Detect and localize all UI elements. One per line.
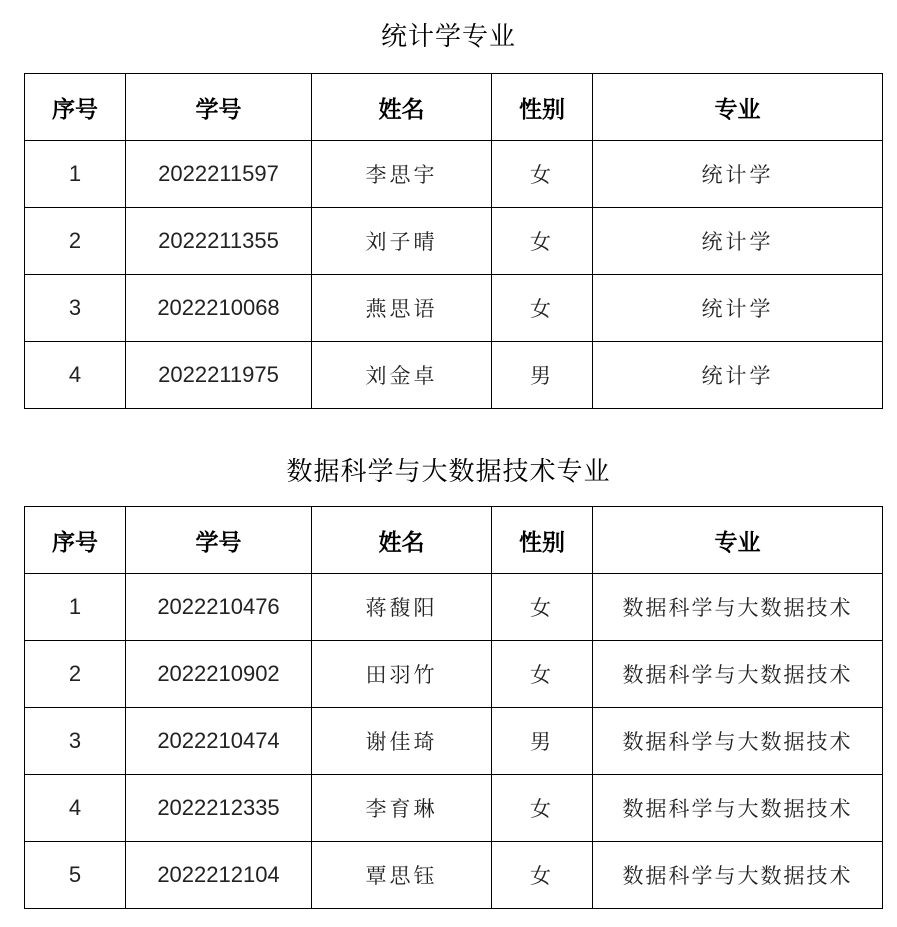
cell-student-id: 2022211975: [126, 342, 312, 409]
cell-name: 覃思钰: [312, 842, 492, 909]
cell-gender: 女: [492, 275, 593, 342]
column-header-name: 姓名: [312, 507, 492, 574]
table-header-row: [25, 507, 883, 574]
table-row: [25, 574, 883, 641]
cell-gender: 女: [492, 141, 593, 208]
cell-student-id: 2022210068: [126, 275, 312, 342]
cell-gender: 女: [492, 775, 593, 842]
cell-gender: 女: [492, 208, 593, 275]
cell-major: 数据科学与大数据技术: [593, 842, 883, 909]
section-title-data-science: 数据科学与大数据技术专业: [286, 457, 611, 487]
cell-major: 统计学: [593, 342, 883, 409]
column-header-gender: 性别: [492, 507, 593, 574]
table-row: [25, 641, 883, 708]
column-header-index: 序号: [25, 507, 126, 574]
cell-index: 3: [25, 708, 126, 775]
cell-major: 数据科学与大数据技术: [593, 641, 883, 708]
column-header-gender: 性别: [492, 74, 593, 141]
table-row: [25, 342, 883, 409]
cell-name: 燕思语: [312, 275, 492, 342]
column-header-index: 序号: [25, 74, 126, 141]
cell-major: 数据科学与大数据技术: [593, 708, 883, 775]
table-row: [25, 275, 883, 342]
cell-index: 4: [25, 775, 126, 842]
column-header-major: 专业: [593, 74, 883, 141]
column-header-major: 专业: [593, 507, 883, 574]
cell-index: 4: [25, 342, 126, 409]
cell-student-id: 2022211355: [126, 208, 312, 275]
cell-student-id: 2022212335: [126, 775, 312, 842]
cell-student-id: 2022210476: [126, 574, 312, 641]
cell-major: 统计学: [593, 275, 883, 342]
cell-major: 统计学: [593, 141, 883, 208]
cell-index: 3: [25, 275, 126, 342]
cell-student-id: 2022211597: [126, 141, 312, 208]
statistics-student-table: [24, 73, 883, 409]
cell-major: 统计学: [593, 208, 883, 275]
cell-major: 数据科学与大数据技术: [593, 574, 883, 641]
column-header-name: 姓名: [312, 74, 492, 141]
cell-gender: 女: [492, 574, 593, 641]
column-header-student-id: 学号: [126, 74, 312, 141]
cell-index: 5: [25, 842, 126, 909]
cell-index: 1: [25, 574, 126, 641]
table-row: [25, 775, 883, 842]
cell-name: 蒋馥阳: [312, 574, 492, 641]
table-header-row: [25, 74, 883, 141]
cell-gender: 女: [492, 641, 593, 708]
table-row: [25, 842, 883, 909]
cell-gender: 女: [492, 842, 593, 909]
cell-major: 数据科学与大数据技术: [593, 775, 883, 842]
cell-gender: 男: [492, 708, 593, 775]
cell-index: 2: [25, 641, 126, 708]
cell-name: 李育琳: [312, 775, 492, 842]
section-title-statistics: 统计学专业: [380, 22, 516, 52]
table-row: [25, 208, 883, 275]
cell-gender: 男: [492, 342, 593, 409]
cell-name: 刘金卓: [312, 342, 492, 409]
cell-name: 田羽竹: [312, 641, 492, 708]
table-row: [25, 708, 883, 775]
cell-student-id: 2022212104: [126, 842, 312, 909]
cell-student-id: 2022210902: [126, 641, 312, 708]
cell-index: 2: [25, 208, 126, 275]
cell-student-id: 2022210474: [126, 708, 312, 775]
cell-name: 刘子晴: [312, 208, 492, 275]
table-row: [25, 141, 883, 208]
column-header-student-id: 学号: [126, 507, 312, 574]
data-science-student-table: [24, 506, 883, 909]
cell-index: 1: [25, 141, 126, 208]
cell-name: 谢佳琦: [312, 708, 492, 775]
cell-name: 李思宇: [312, 141, 492, 208]
